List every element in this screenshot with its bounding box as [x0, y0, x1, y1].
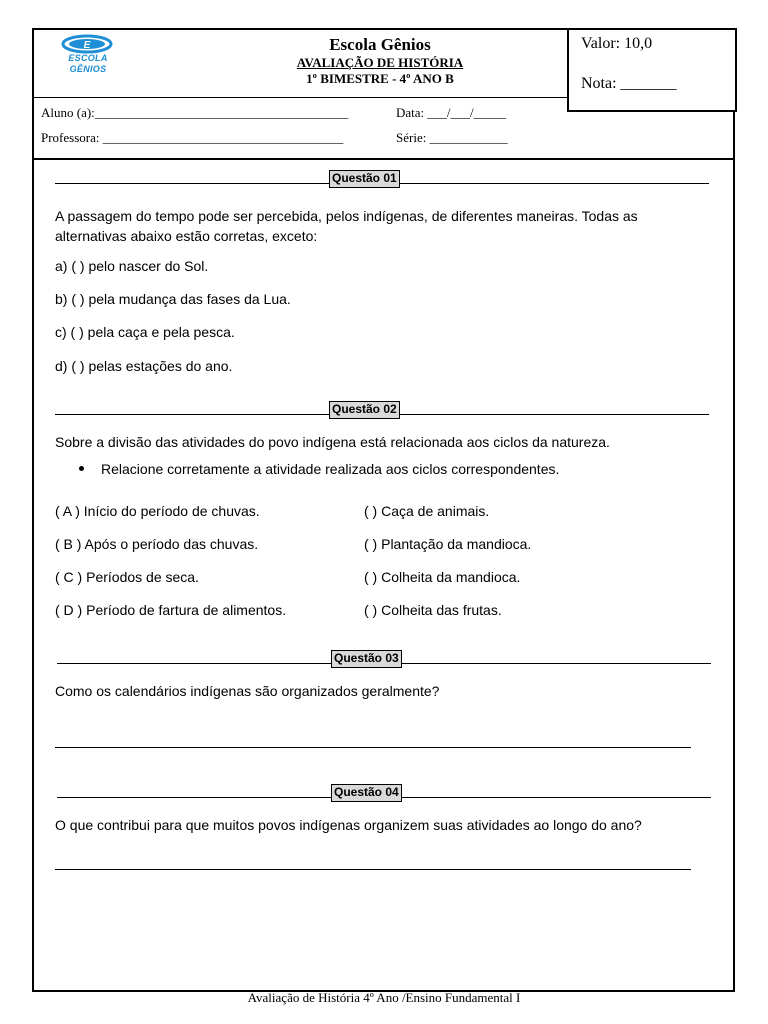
professora-field[interactable]: Professora: _____________________________________ — [41, 130, 344, 145]
q1-option-c[interactable]: c) ( ) pela caça e pela pesca. — [55, 324, 235, 340]
question-04-label: Questão 04 — [331, 784, 402, 802]
q3-answer-line[interactable] — [55, 747, 691, 748]
q1-option-a[interactable]: a) ( ) pelo nascer do Sol. — [55, 258, 209, 274]
q2-prompt: Sobre a divisão das atividades do povo indígena está relacionada aos ciclos da natureza. — [55, 434, 610, 450]
q2-cycle-b: ( B ) Após o período das chuvas. — [55, 536, 259, 552]
logo-text-line1: ESCOLA — [68, 53, 108, 63]
q2-activity-4[interactable]: ( ) Colheita das frutas. — [364, 602, 502, 618]
q4-answer-line[interactable] — [55, 869, 691, 870]
q4-prompt: O que contribui para que muitos povos indígenas organizem suas atividades ao longo do ano? — [55, 817, 642, 833]
question-03-label: Questão 03 — [331, 650, 402, 668]
header-bottom-border — [32, 158, 735, 160]
q1-option-b[interactable]: b) ( ) pela mudança das fases da Lua. — [55, 291, 291, 307]
school-name: Escola Gênios — [329, 35, 431, 54]
eval-title-text: AVALIAÇÃO DE HISTÓRIA — [296, 55, 464, 70]
question-01-label: Questão 01 — [329, 170, 400, 188]
bimestre-label: 1º BIMESTRE - 4º ANO B — [306, 71, 454, 86]
valor-label: Valor: 10,0 — [581, 35, 653, 52]
data-field[interactable]: Data: ___/___/_____ — [396, 105, 507, 120]
question-01-header — [55, 168, 709, 190]
q2-activity-3[interactable]: ( ) Colheita da mandioca. — [364, 569, 521, 585]
header-divider — [32, 97, 569, 98]
bullet-icon — [79, 466, 84, 471]
logo-text-line2: GÊNIOS — [69, 64, 107, 74]
q3-prompt: Como os calendários indígenas são organizados geralmente? — [55, 683, 440, 699]
eval-title — [230, 55, 530, 71]
q1-option-d[interactable]: d) ( ) pelas estações do ano. — [55, 358, 233, 374]
q2-activity-1[interactable]: ( ) Caça de animais. — [364, 503, 490, 519]
q2-activity-2[interactable]: ( ) Plantação da mandioca. — [364, 536, 532, 552]
q2-instruction: Relacione corretamente a atividade realizada aos ciclos correspondentes. — [101, 461, 560, 477]
q2-cycle-c: ( C ) Períodos de seca. — [55, 569, 199, 585]
q1-prompt-line2: alternativas abaixo estão corretas, exceto: — [55, 228, 318, 244]
page-footer: Avaliação de História 4º Ano /Ensino Fundamental I — [247, 990, 521, 1005]
question-04-header — [57, 782, 711, 804]
serie-field[interactable]: Série: ____________ — [396, 130, 508, 145]
question-02-label: Questão 02 — [329, 401, 400, 419]
aluno-field[interactable]: Aluno (a):_______________________________________ — [41, 105, 349, 120]
svg-text:E: E — [83, 40, 91, 51]
q2-cycle-d: ( D ) Período de fartura de alimentos. — [55, 602, 287, 618]
question-02-header — [55, 399, 709, 421]
q1-prompt-line1: A passagem do tempo pode ser percebida, pelos indígenas, de diferentes maneiras. Todas as — [55, 208, 638, 224]
question-03-header — [57, 648, 711, 670]
nota-field[interactable]: Nota: _______ — [581, 75, 677, 92]
q2-cycle-a: ( A ) Início do período de chuvas. — [55, 503, 260, 519]
